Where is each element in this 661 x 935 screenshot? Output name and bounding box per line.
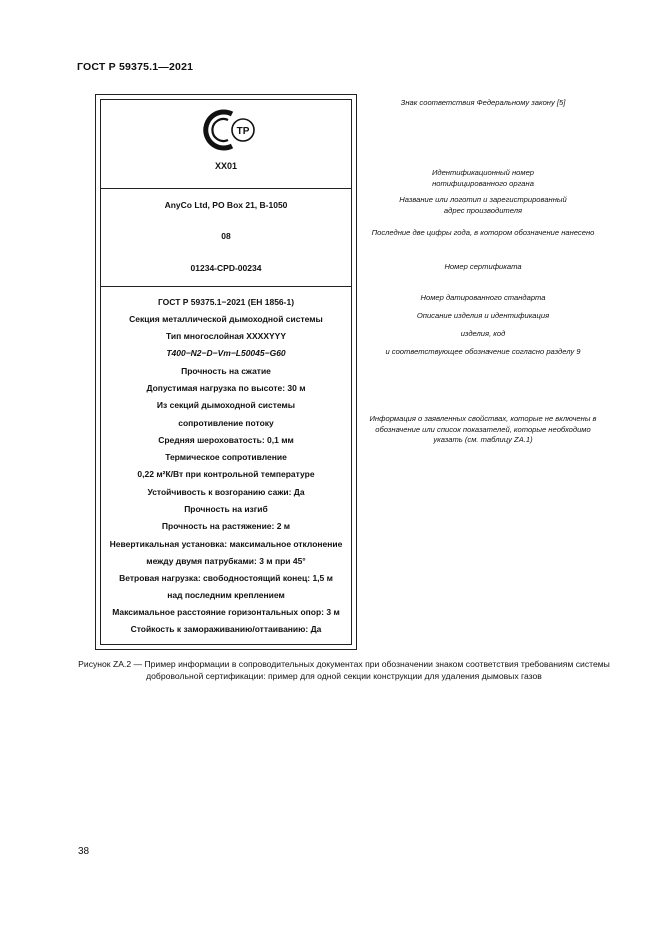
label-line: Из секций дымоходной системы [156,400,296,410]
label-line: Термическое сопротивление [165,452,287,462]
label-line: Т400−N2−D−Vm−L50045−G60 [166,348,286,358]
label-line: Секция металлической дымоходной системы [129,314,323,324]
certificate-number: 01234-CPD-00234 [190,263,262,273]
label-line: Допустимая нагрузка по высоте: 30 м [146,383,306,393]
label-line: над последним креплением [167,590,285,600]
annotation: Последние две цифры года, в котором обозначение нанесено [371,228,595,237]
figure-caption: Рисунок ZA.2 — Пример информации в сопроводительных документах при обозначении знаком соответствия требованиям системы добровольной сертификации: пример для одной секции конструкции для удаления дымовых газов [78,659,610,681]
annotation: Номер сертификата [444,262,522,271]
annotation: Номер датированного стандарта [420,293,546,302]
label-line: Невертикальная установка: максимальное отклонение между двумя патрубками: 3 м при 45° [109,539,343,566]
year-digits: 08 [221,231,231,241]
label-line: Устойчивость к возгоранию сажи: Да [147,487,305,497]
label-line: Максимальное расстояние горизонтальных опор: 3 м [112,607,340,617]
divider [101,286,351,287]
identification-number: XX01 [214,161,238,171]
annotation: Идентификационный номер нотифицированного органа [431,168,535,188]
label-line: Прочность на растяжение: 2 м [161,521,291,531]
label-line: Средняя шероховатость: 0,1 мм [158,435,294,445]
annotation: изделия, код [460,329,506,338]
marking-label-frame [95,94,357,650]
page-number: 38 [78,846,90,857]
label-line: Прочность на сжатие [181,366,271,376]
conformity-mark-icon [198,106,258,154]
label-line: Стойкость к замораживанию/оттаиванию: Да [130,624,322,634]
logo-letters: ТР [236,126,250,137]
marking-label [100,99,352,645]
label-line: Тип многослойная XXXXYYY [165,331,286,341]
annotation: и соответствующее обозначение согласно разделу 9 [385,347,581,356]
label-line: Ветровая нагрузка: свободностоящий конец: 1,5 м [119,573,333,583]
label-line: 0,22 м²К/Вт при контрольной температуре [137,469,315,479]
label-line: сопротивление потоку [178,418,274,428]
label-line: ГОСТ Р 59375.1−2021 (ЕН 1856-1) [157,297,295,307]
document-header: ГОСТ Р 59375.1—2021 [77,61,194,73]
label-line: Прочность на изгиб [184,504,268,514]
divider [101,188,351,189]
annotation: Знак соответствия Федеральному закону [5] [400,98,566,107]
annotation: Информация о заявленных свойствах, которые не включены в обозначение или список показателей, которые необходимо указать (см. таблицу ZA.1) [369,414,597,444]
annotation: Название или логотип и зарегистрированный адрес производителя [399,195,567,215]
manufacturer-address: AnyCo Ltd, PO Box 21, B-1050 [164,200,288,210]
annotation: Описание изделия и идентификация [416,311,550,320]
